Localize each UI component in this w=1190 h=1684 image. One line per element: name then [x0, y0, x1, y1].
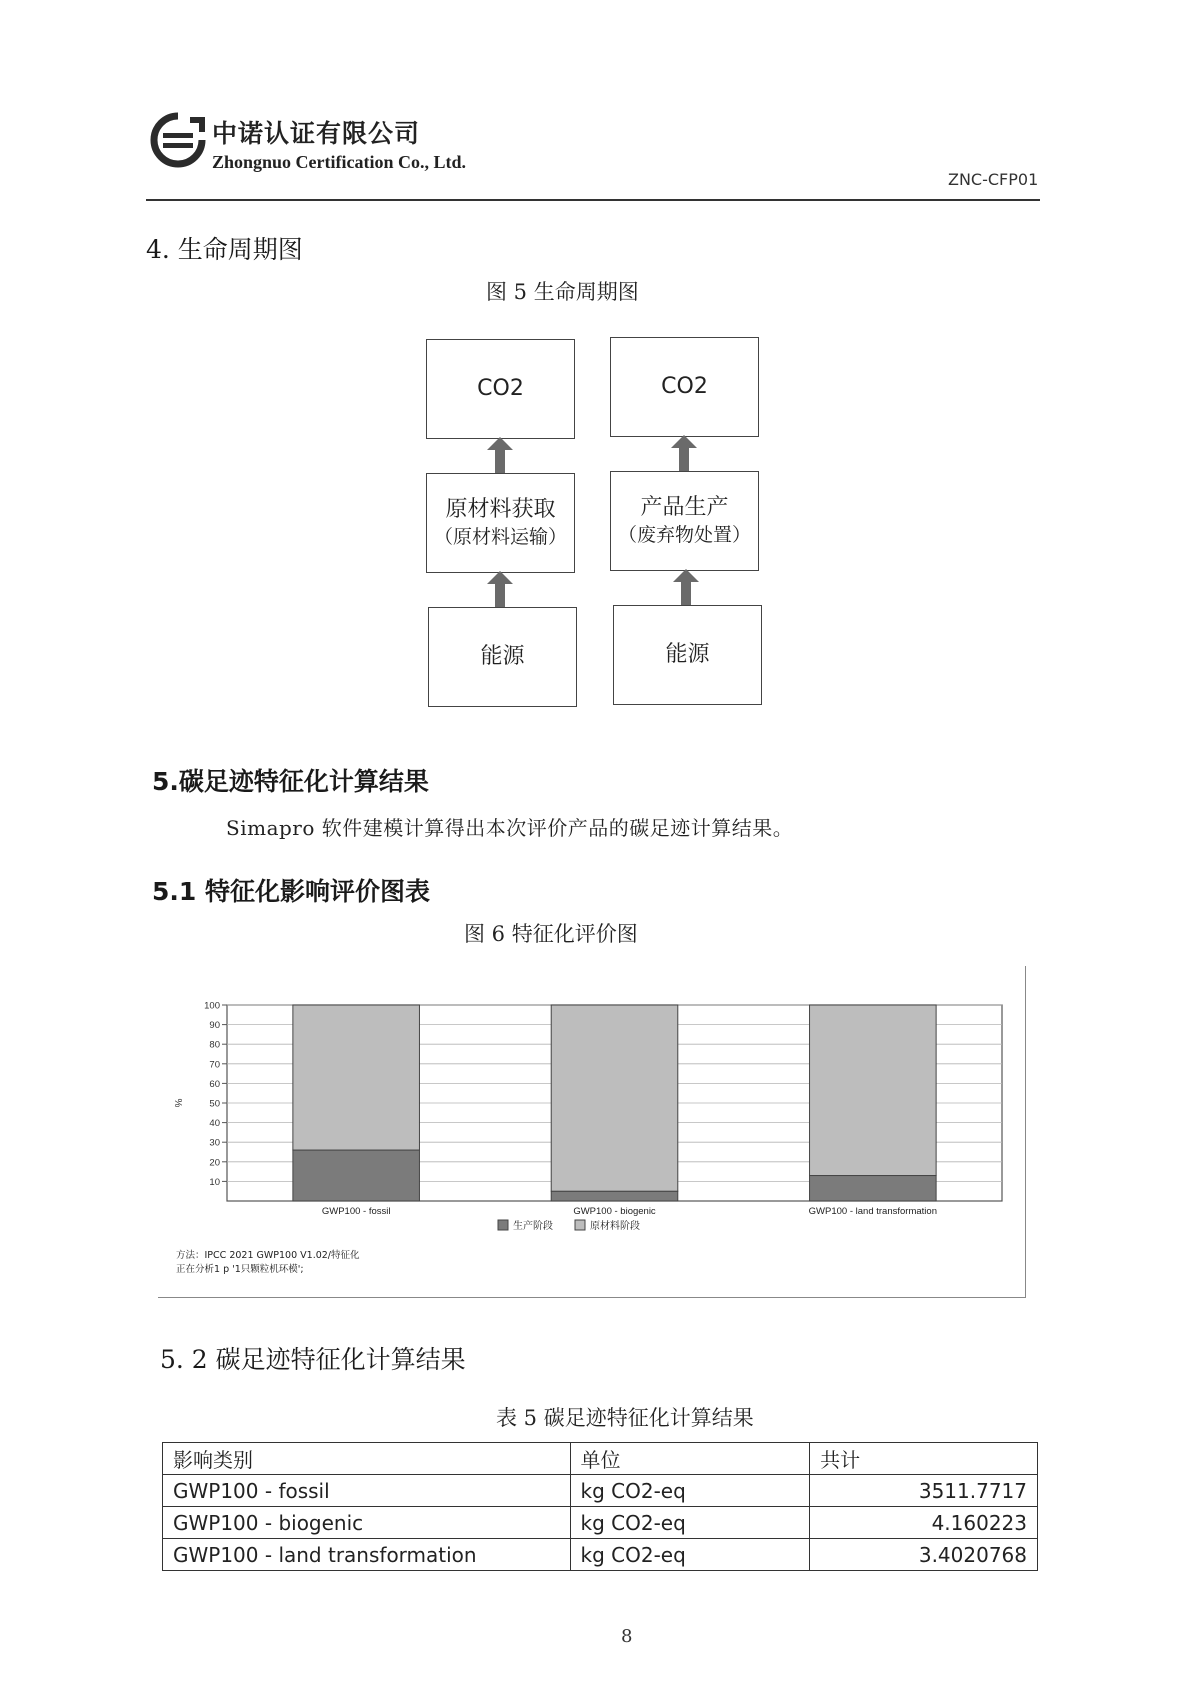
bar-segment-raw-material [810, 1005, 937, 1176]
y-tick-label: 50 [209, 1098, 220, 1110]
header-unit: 单位 [570, 1443, 810, 1475]
header-impact-category: 影响类别 [163, 1443, 571, 1475]
co2-box-1 [426, 339, 575, 439]
total-cell: 3511.7717 [810, 1475, 1038, 1507]
bar-segment-raw-material [551, 1005, 678, 1191]
total-cell: 4.160223 [810, 1507, 1038, 1539]
impact-category-cell: GWP100 - biogenic [163, 1507, 571, 1539]
y-tick-label: 20 [209, 1157, 220, 1169]
y-tick-label: 40 [209, 1118, 220, 1130]
company-name-cn: 中诺认证有限公司 [212, 119, 421, 148]
energy-box-1 [428, 607, 577, 707]
legend-label: 生产阶段 [513, 1221, 553, 1232]
x-tick-label: GWP100 - fossil [321, 1206, 391, 1217]
impact-category-cell: GWP100 - land transformation [163, 1539, 571, 1571]
table-header-row [163, 1443, 1038, 1475]
co2-box-2 [610, 337, 759, 437]
company-logo-icon [150, 112, 206, 168]
section-5-2-heading: 5. 2 碳足迹特征化计算结果 [160, 1345, 466, 1374]
x-tick-label: GWP100 - land transformation [808, 1206, 937, 1217]
unit-cell: kg CO2-eq [570, 1539, 810, 1571]
energy-box-2 [613, 605, 762, 705]
production-box [610, 471, 759, 571]
production-sub-label: （废弃物处置） [617, 524, 751, 546]
total-cell: 3.4020768 [810, 1539, 1038, 1571]
arrow-up-icon [487, 571, 513, 607]
bar-segment-production [551, 1191, 678, 1201]
table-row [163, 1507, 1038, 1539]
company-name-en: Zhongnuo Certification Co., Ltd. [212, 152, 467, 172]
raw-material-sub-label: （原材料运输） [433, 526, 567, 548]
chart-method-note: 正在分析1 p '1只颗粒机环模'; [176, 1264, 304, 1275]
legend-swatch [498, 1220, 508, 1230]
figure-6-caption: 图 6 特征化评价图 [464, 922, 638, 946]
y-tick-label: 100 [204, 1000, 220, 1012]
section-4-heading: 4. 生命周期图 [146, 235, 303, 264]
y-tick-label: 90 [209, 1020, 220, 1032]
characterization-chart [158, 966, 1026, 1298]
header-divider [146, 199, 1040, 201]
header-total: 共计 [810, 1443, 1038, 1475]
y-tick-label: 30 [209, 1137, 220, 1149]
y-tick-label: 60 [209, 1078, 220, 1090]
section-5-body: Simapro 软件建模计算得出本次评价产品的碳足迹计算结果。 [226, 816, 794, 840]
co2-label-2: CO2 [661, 374, 708, 399]
page-number: 8 [621, 1626, 633, 1647]
arrow-up-icon [671, 435, 697, 471]
y-tick-label: 70 [209, 1059, 220, 1071]
bar-segment-production [293, 1150, 420, 1201]
bar-segment-production [810, 1176, 937, 1201]
legend-label: 原材料阶段 [590, 1221, 640, 1232]
production-label: 产品生产 [640, 495, 729, 520]
x-tick-label: GWP100 - biogenic [573, 1206, 656, 1217]
unit-cell: kg CO2-eq [570, 1507, 810, 1539]
figure-5-caption: 图 5 生命周期图 [486, 280, 639, 304]
table-row [163, 1475, 1038, 1507]
section-5-1-heading: 5.1 特征化影响评价图表 [152, 877, 430, 906]
chart-method-note: 方法：IPCC 2021 GWP100 V1.02/特征化 [176, 1250, 360, 1261]
table-5-caption: 表 5 碳足迹特征化计算结果 [496, 1406, 754, 1430]
y-tick-label: 10 [209, 1176, 220, 1188]
raw-material-label: 原材料获取 [445, 497, 556, 522]
results-table [162, 1442, 1038, 1571]
table-row [163, 1539, 1038, 1571]
co2-label-1: CO2 [477, 376, 524, 401]
arrow-up-icon [487, 437, 513, 473]
energy-label-1: 能源 [480, 644, 525, 669]
section-5-heading: 5.碳足迹特征化计算结果 [152, 767, 429, 796]
y-tick-label: 80 [209, 1039, 220, 1051]
bar-segment-raw-material [293, 1005, 420, 1150]
unit-cell: kg CO2-eq [570, 1475, 810, 1507]
legend-swatch [575, 1220, 585, 1230]
raw-material-box [426, 473, 575, 573]
impact-category-cell: GWP100 - fossil [163, 1475, 571, 1507]
document-code: ZNC-CFP01 [948, 170, 1039, 189]
energy-label-2: 能源 [665, 642, 710, 667]
arrow-up-icon [673, 569, 699, 605]
y-axis-label: % [172, 1098, 183, 1108]
